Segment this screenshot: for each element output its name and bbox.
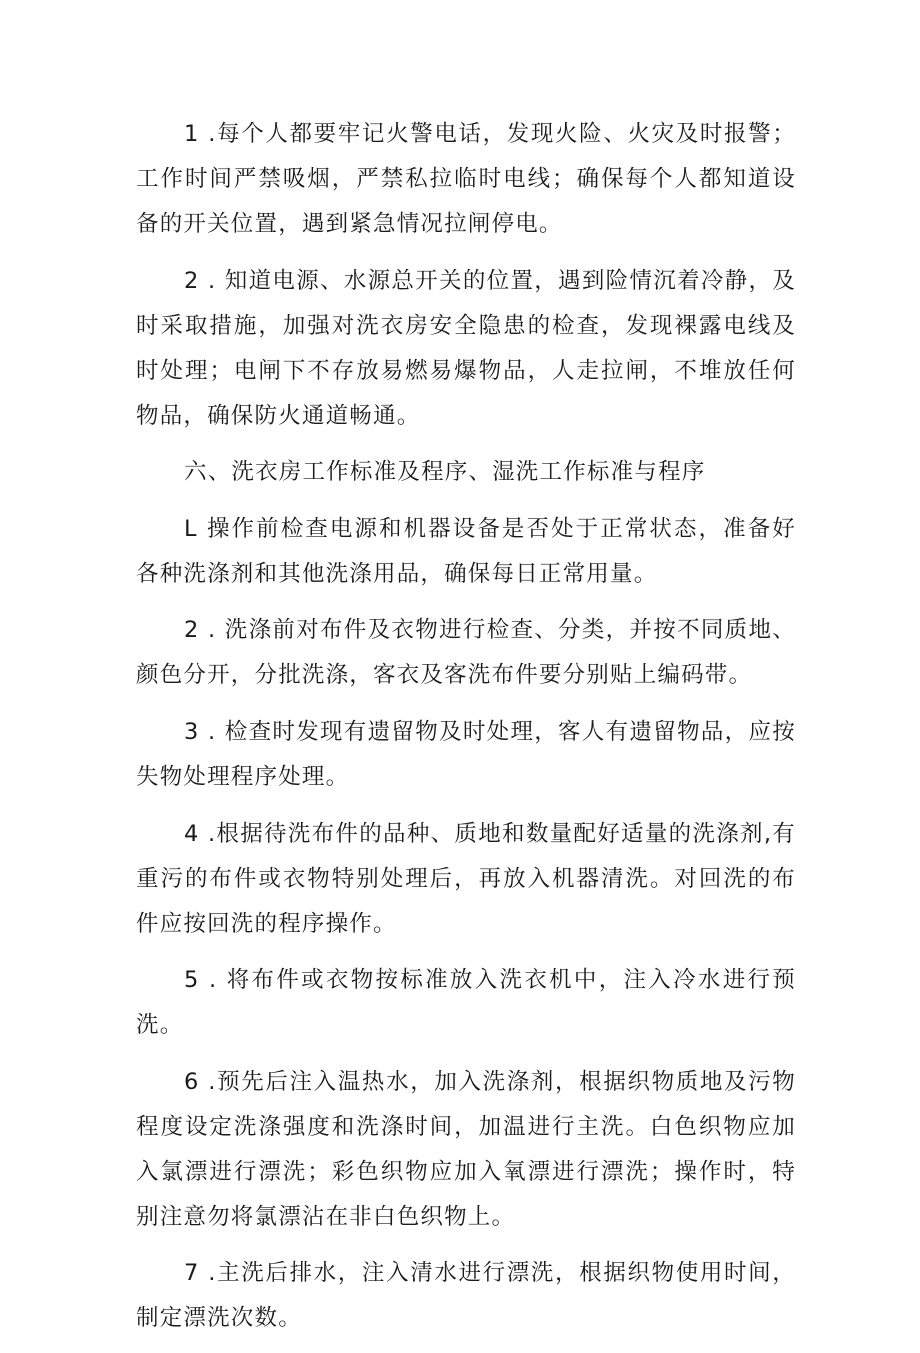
paragraph-step-1: L 操作前检查电源和机器设备是否处于正常状态，准备好各种洗涤剂和其他洗涤用品，确保每日正常用量。 bbox=[136, 515, 796, 587]
section-heading: 六、洗衣房工作标准及程序、湿洗工作标准与程序 bbox=[184, 459, 706, 486]
paragraph-step-3: 3 . 检查时发现有遗留物及时处理，客人有遗留物品，应按失物处理程序处理。 bbox=[136, 718, 796, 790]
paragraph-step-4: 4 .根据待洗布件的品种、质地和数量配好适量的洗涤剂,有重污的布件或衣物特别处理后，再放入机器清洗。对回洗的布件应按回洗的程序操作。 bbox=[136, 820, 796, 937]
paragraph-step-7: 7 .主洗后排水，注入清水进行漂洗，根据织物使用时间，制定漂洗次数。 bbox=[136, 1260, 796, 1332]
paragraph-step-5: 5 . 将布件或衣物按标准放入洗衣机中，注入冷水进行预洗。 bbox=[136, 967, 796, 1039]
paragraph-fire-safety-2: 2 . 知道电源、水源总开关的位置，遇到险情沉着冷静，及时采取措施，加强对洗衣房安全隐患的检查，发现裸露电线及时处理；电闸下不存放易燃易爆物品，人走拉闸，不堆放任何物品，确保防火通道畅通。 bbox=[136, 267, 796, 429]
paragraph-fire-safety-1: 1 .每个人都要牢记火警电话，发现火险、火灾及时报警；工作时间严禁吸烟，严禁私拉临时电线；确保每个人都知道设备的开关位置，遇到紧急情况拉闸停电。 bbox=[136, 121, 796, 237]
document-body bbox=[136, 112, 796, 1353]
paragraph-step-6: 6 .预先后注入温热水，加入洗涤剂，根据织物质地及污物程度设定洗涤强度和洗涤时间，加温进行主洗。白色织物应加入氯漂进行漂洗；彩色织物应加入氧漂进行漂洗；操作时，特别注意勿将氯漂沾在非白色织物上。 bbox=[136, 1068, 796, 1230]
paragraph-step-2: 2 . 洗涤前对布件及衣物进行检查、分类，并按不同质地、颜色分开，分批洗涤，客衣及客洗布件要分别贴上编码带。 bbox=[136, 617, 796, 689]
